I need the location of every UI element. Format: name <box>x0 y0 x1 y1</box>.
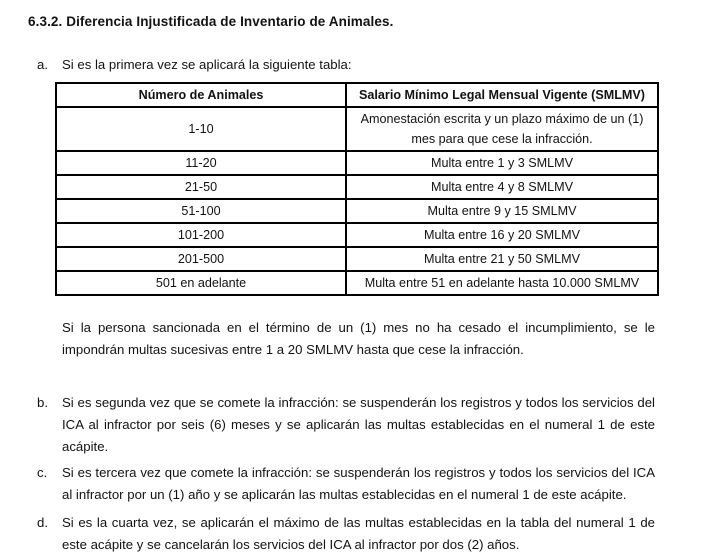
sanction-table-body <box>56 107 658 295</box>
sanction-cell: Amonestación escrita y un plazo máximo de un (1) mes para que cese la infracción. <box>346 107 658 151</box>
list-item-c <box>0 462 711 506</box>
list-item-letter: a. <box>37 57 48 72</box>
sanction-cell: Multa entre 9 y 15 SMLMV <box>346 199 658 223</box>
followup-paragraph: Si la persona sancionada en el término de un (1) mes no ha cesado el incumplimiento, se le impondrán multas sucesivas entre 1 a 20 SMLMV hasta que cese la infracción. <box>62 320 655 357</box>
list-item-text: Si es la primera vez se aplicará la siguiente tabla: <box>62 57 352 72</box>
sanction-cell: Multa entre 1 y 3 SMLMV <box>346 151 658 175</box>
sanction-cell: Multa entre 16 y 20 SMLMV <box>346 223 658 247</box>
list-item-text: Si es la cuarta vez, se aplicarán el máximo de las multas establecidas en la tabla del numeral 1 de este acápite y se cancelarán los servicios del ICA al infractor por dos (2) años. <box>62 515 655 552</box>
list-item-b <box>0 392 711 458</box>
sanction-cell: Multa entre 51 en adelante hasta 10.000 SMLMV <box>346 271 658 295</box>
animals-range-cell: 101-200 <box>56 223 346 247</box>
table-row <box>56 107 658 151</box>
animals-range-cell: 501 en adelante <box>56 271 346 295</box>
table-row <box>56 223 658 247</box>
sanction-cell: Multa entre 21 y 50 SMLMV <box>346 247 658 271</box>
column-header-salary: Salario Mínimo Legal Mensual Vigente (SMLMV) <box>346 83 658 107</box>
list-item-letter: b. <box>37 395 48 410</box>
list-item-text: Si es segunda vez que se comete la infracción: se suspenderán los registros y todos los servicios del ICA al infractor por seis (6) meses y se aplicarán las multas establecidas en el numeral 1 de este acápite. <box>62 395 655 454</box>
table-header-row <box>56 83 658 107</box>
animals-range-cell: 51-100 <box>56 199 346 223</box>
section-heading: 6.3.2. Diferencia Injustificada de Inventario de Animales. <box>28 14 394 29</box>
animals-range-cell: 1-10 <box>56 107 346 151</box>
table-row <box>56 199 658 223</box>
list-item-letter: c. <box>37 465 48 480</box>
table-row <box>56 271 658 295</box>
sanction-cell: Multa entre 4 y 8 SMLMV <box>346 175 658 199</box>
column-header-animals: Número de Animales <box>56 83 346 107</box>
list-item-letter: d. <box>37 515 48 530</box>
animals-range-cell: 11-20 <box>56 151 346 175</box>
table-row <box>56 247 658 271</box>
list-item-d <box>0 512 711 556</box>
list-item-text: Si es tercera vez que comete la infracción: se suspenderán los registros y todos los servicios del ICA al infractor por un (1) año y se aplicarán las multas establecidas en el numeral 1 de este acápite. <box>62 465 655 502</box>
sanction-table <box>55 82 659 296</box>
table-row <box>56 175 658 199</box>
animals-range-cell: 201-500 <box>56 247 346 271</box>
animals-range-cell: 21-50 <box>56 175 346 199</box>
document-page <box>0 14 711 552</box>
table-row <box>56 151 658 175</box>
list-item-a <box>0 54 711 76</box>
